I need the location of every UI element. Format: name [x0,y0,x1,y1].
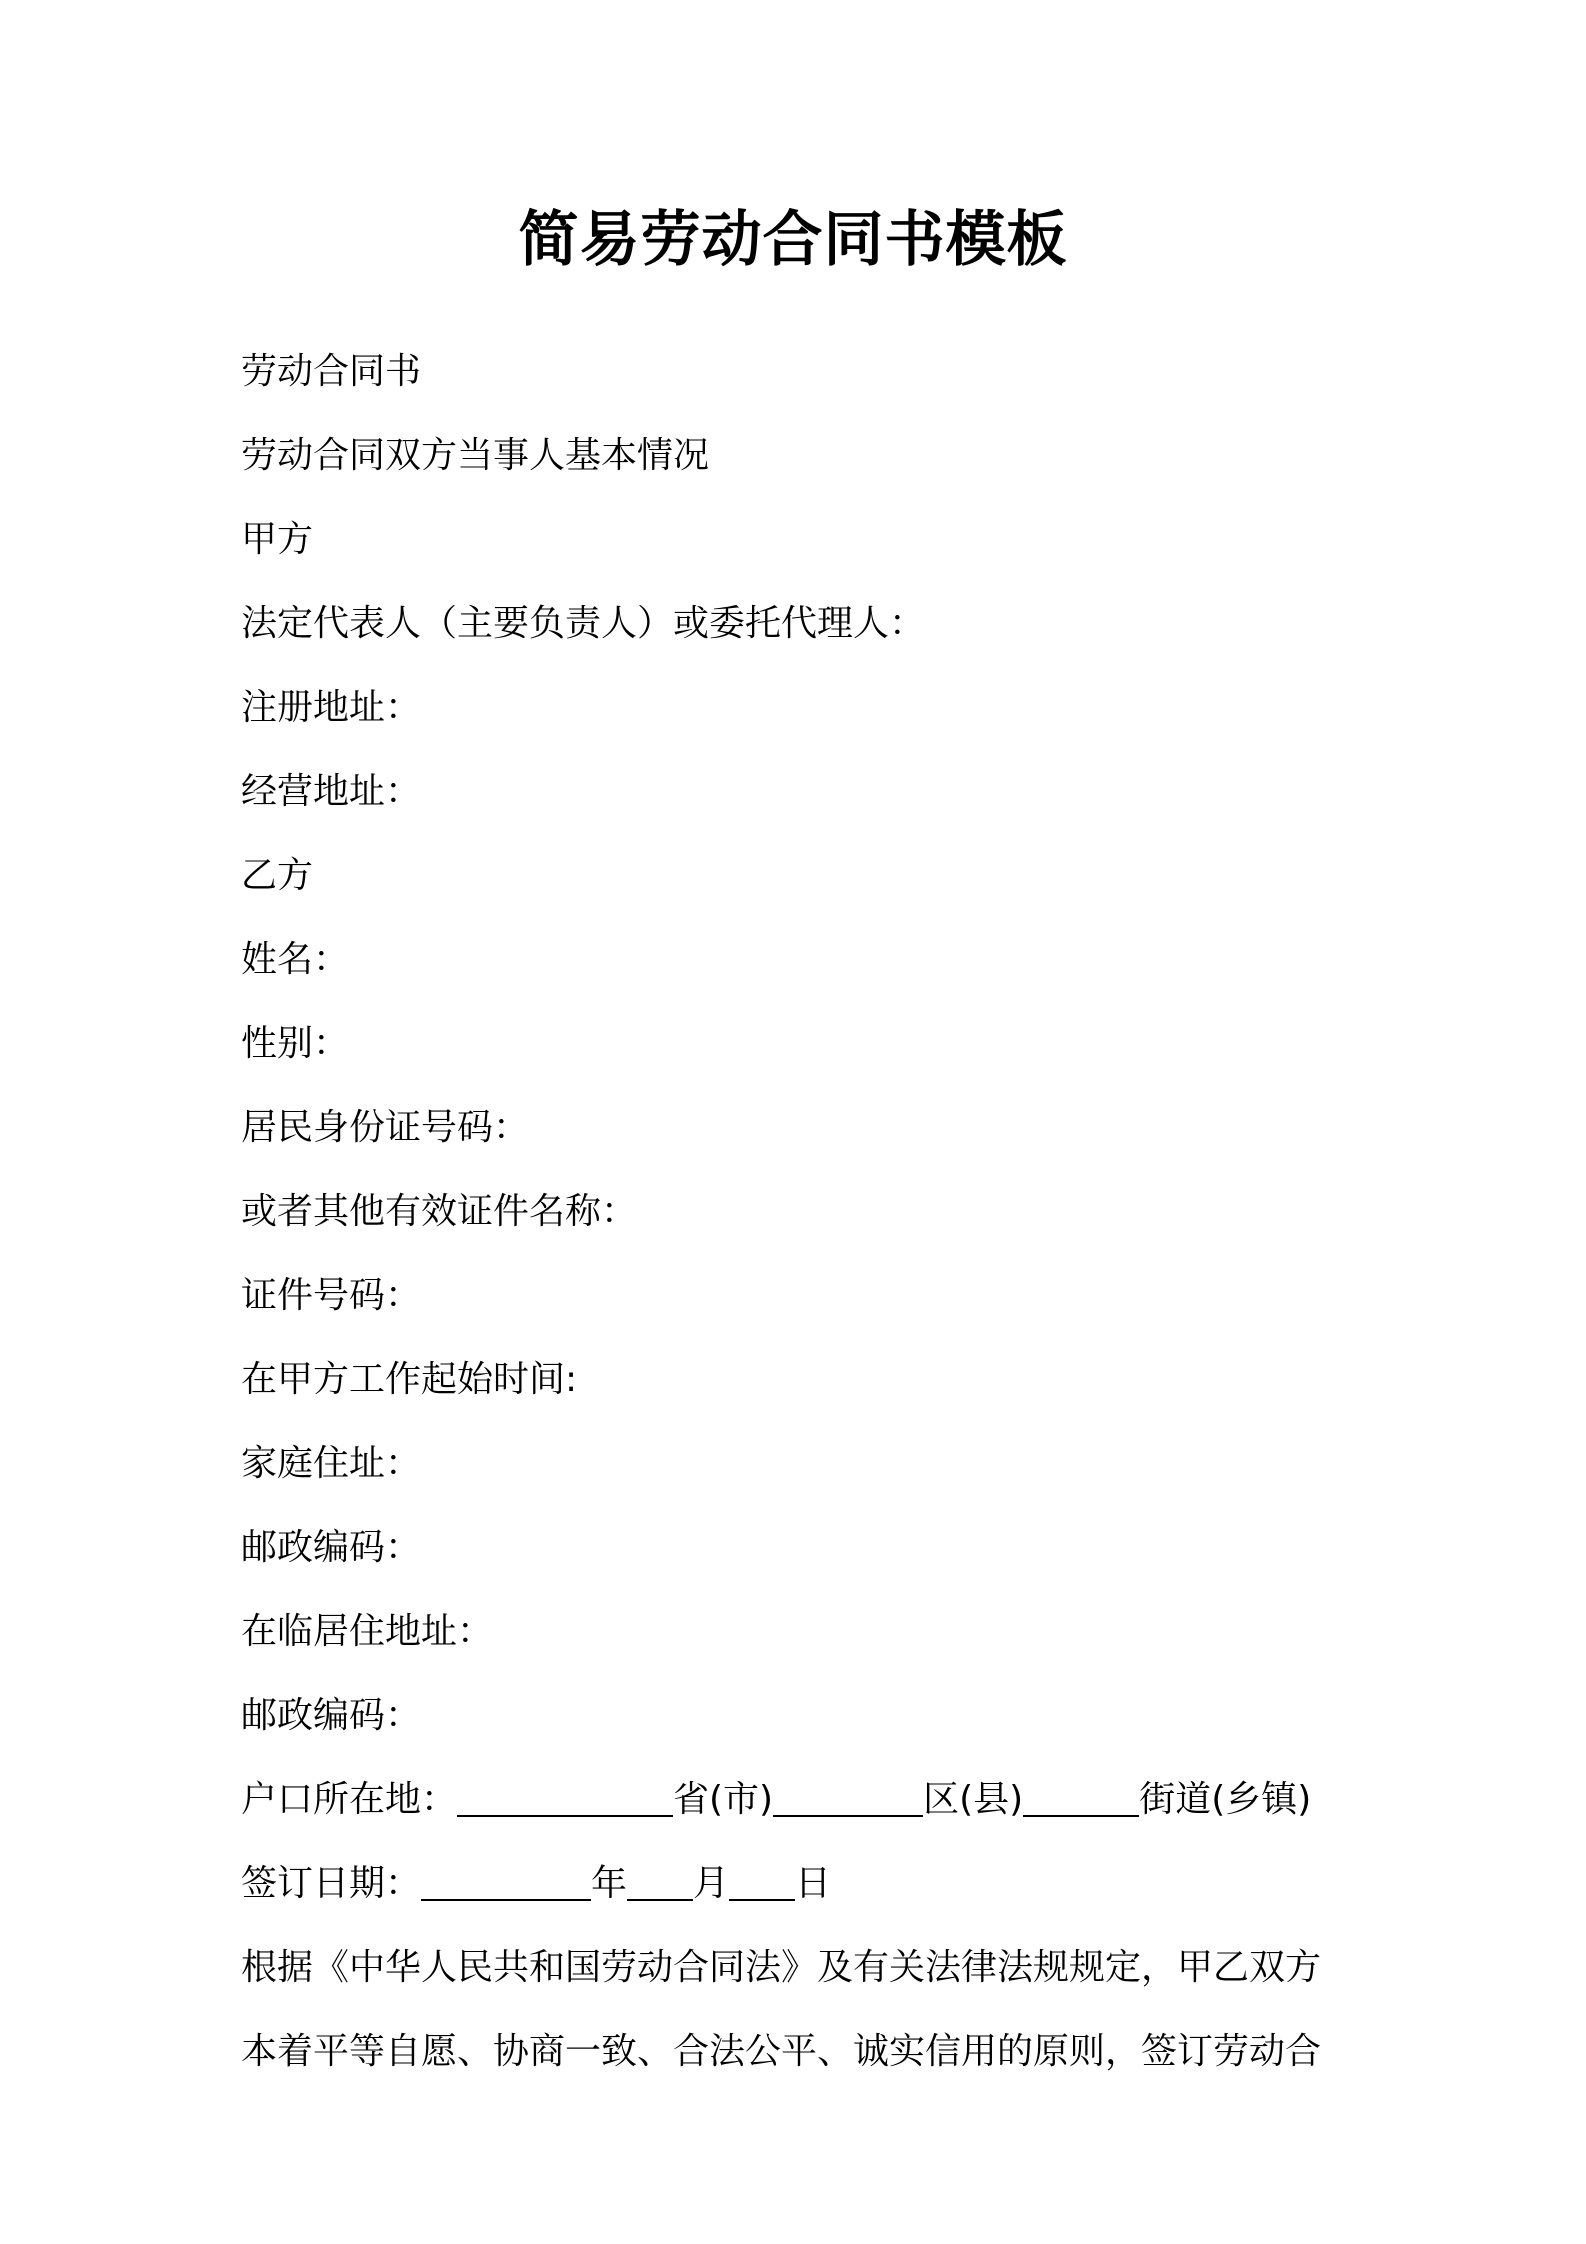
text-line-parties-info: 劳动合同双方当事人基本情况 [241,435,710,476]
province-label: 省(市) [673,1779,774,1820]
text-line-start-time: 在甲方工作起始时间: [241,1359,578,1400]
sign-date-label: 签订日期： [241,1863,422,1904]
day-label: 日 [795,1863,832,1904]
text-line-id-number: 居民身份证号码： [241,1107,530,1148]
street-label: 街道(乡镇) [1139,1779,1312,1820]
household-label: 户口所在地： [241,1779,458,1820]
month-blank [627,1855,693,1901]
text-line-other-id-name: 或者其他有效证件名称： [241,1191,638,1232]
paragraph-line-2: 本着平等自愿、协商一致、合法公平、诚实信用的原则，签订劳动合 [241,2031,1322,2072]
year-blank [421,1855,591,1901]
month-label: 月 [693,1863,730,1904]
document-body [241,330,1361,2094]
text-line-legal-representative: 法定代表人（主要负责人）或委托代理人： [241,603,926,644]
sign-date-line [241,1842,1361,1926]
text-line-contract-heading: 劳动合同书 [241,351,422,392]
household-registration-line [241,1758,1361,1842]
paragraph-line-1: 根据《中华人民共和国劳动合同法》及有关法律法规规定，甲乙双方 [241,1947,1322,1988]
text-line-postal-code-2: 邮政编码： [241,1695,422,1736]
text-line-party-a: 甲方 [241,519,314,560]
street-blank [1023,1771,1139,1817]
document-title: 简易劳动合同书模板 [518,205,1068,275]
province-blank [457,1771,673,1817]
year-label: 年 [591,1863,628,1904]
text-line-home-address: 家庭住址： [241,1443,422,1484]
district-label: 区(县) [923,1779,1024,1820]
text-line-gender: 性别： [241,1023,350,1064]
text-line-business-address: 经营地址： [241,771,422,812]
text-line-id-doc-number: 证件号码： [241,1275,422,1316]
district-blank [773,1771,923,1817]
text-line-name: 姓名： [241,939,350,980]
text-line-party-b: 乙方 [241,855,314,896]
text-line-registered-address: 注册地址： [241,687,422,728]
text-line-postal-code: 邮政编码： [241,1527,422,1568]
text-line-temporary-address: 在临居住地址： [241,1611,494,1652]
day-blank [729,1855,795,1901]
